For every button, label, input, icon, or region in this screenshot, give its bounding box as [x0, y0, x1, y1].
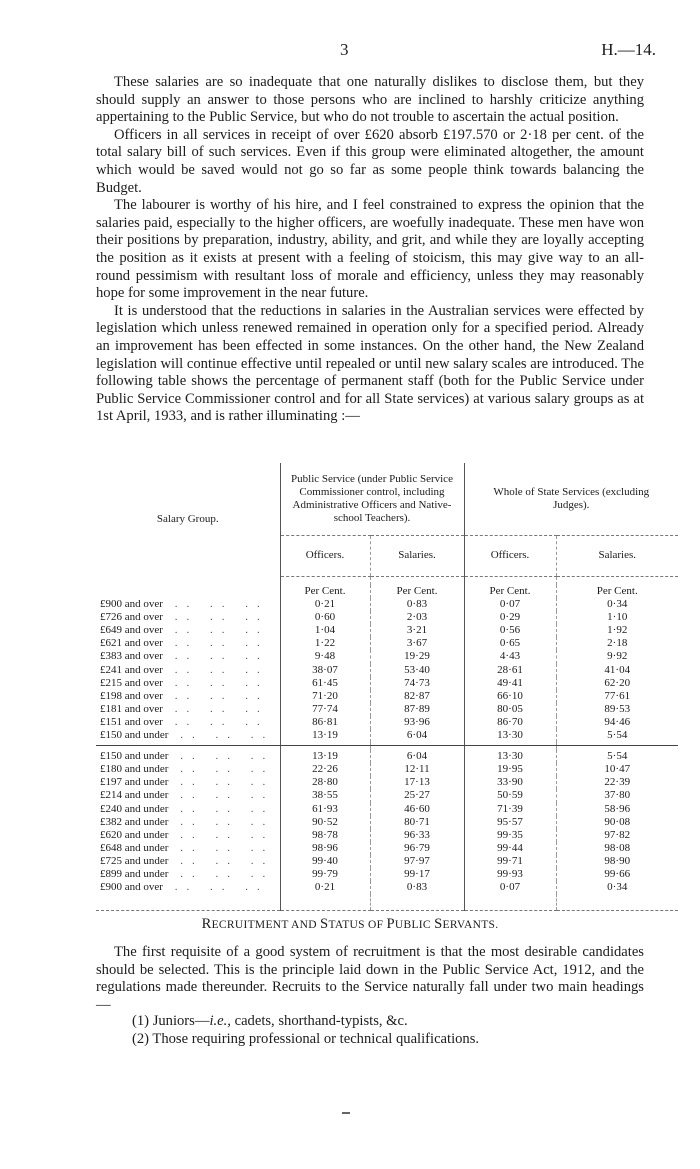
ps-officers-cell: 38·07 — [280, 664, 370, 677]
paragraph: The labourer is worthy of his hire, and I feel constrained to express the opinion that the salaries paid, especially to the higher officers, are woefully inadequate. These men have won their positions by preparation, industry, ability, and grit, and while they are loyally accepting the position as it exists at present with a feeling of stoicism, this may give way to an all-round pessimism with resultant loss of morale and efficiency, unless they may reasonably hope for some improvement in the near future. — [96, 197, 644, 302]
state-salaries-cell: 98·08 — [556, 842, 678, 855]
ps-salaries-cell: 17·13 — [370, 776, 464, 789]
table-row — [96, 776, 678, 789]
recruitment-text — [96, 944, 644, 1014]
ps-officers-cell: 90·52 — [280, 816, 370, 829]
subheader-salaries: Salaries. — [556, 536, 678, 577]
state-salaries-cell: 0·34 — [556, 598, 678, 611]
salary-group-cell: £181 and over .. .. .. — [100, 702, 269, 715]
state-officers-cell: 66·10 — [464, 690, 556, 703]
ps-salaries-cell: 74·73 — [370, 677, 464, 690]
page-number: 3 — [340, 40, 349, 59]
salary-group-cell: £198 and over .. .. .. — [100, 689, 269, 702]
paragraph: Officers in all services in receipt of over £620 absorb £197.570 or 2·18 per cent. of the total salary bill of such services. Even if this group were eliminated altogether, the amount which would be saved would not go so far as some people think towards balancing the Budget. — [96, 126, 644, 196]
salary-group-cell: £180 and under .. .. .. — [100, 763, 275, 776]
state-salaries-cell: 98·90 — [556, 855, 678, 868]
salary-group-cell: £215 and over .. .. .. — [100, 676, 269, 689]
state-officers-cell: 0·65 — [464, 637, 556, 650]
ps-officers-cell: 0·21 — [280, 881, 370, 894]
header-public-service: Public Service (under Public Service Commissioner control, including Administrative Officers and Native-school Teachers). — [280, 463, 464, 536]
salary-group-cell: £725 and under .. .. .. — [100, 854, 275, 867]
ps-officers-cell: 22·26 — [280, 763, 370, 776]
ps-salaries-cell: 53·40 — [370, 664, 464, 677]
ps-salaries-cell: 46·60 — [370, 803, 464, 816]
state-officers-cell: 0·07 — [464, 598, 556, 611]
ps-officers-cell: 38·55 — [280, 789, 370, 802]
state-officers-cell: 33·90 — [464, 776, 556, 789]
section-title: RECRUITMENT AND STATUS OF PUBLIC SERVANTS. — [201, 916, 499, 932]
state-officers-cell: 99·35 — [464, 829, 556, 842]
ps-salaries-cell: 82·87 — [370, 690, 464, 703]
table-row — [96, 829, 678, 842]
table-row — [96, 842, 678, 855]
salary-group-cell: £214 and under .. .. .. — [100, 789, 275, 802]
state-salaries-cell: 62·20 — [556, 677, 678, 690]
ps-salaries-cell: 12·11 — [370, 763, 464, 776]
ps-officers-cell: 98·96 — [280, 842, 370, 855]
state-salaries-cell: 89·53 — [556, 703, 678, 716]
header-state-services: Whole of State Services (excluding Judges). — [464, 463, 678, 536]
state-officers-cell: 49·41 — [464, 677, 556, 690]
body-text — [96, 74, 644, 426]
table-row — [96, 803, 678, 816]
state-officers-cell: 80·05 — [464, 703, 556, 716]
paragraph: It is understood that the reductions in salaries in the Australian services were effected by legislation which unless renewed remained in operation only for a specified period. Already an improvement has been effected in some instances. On the other hand, the New Zealand legislation will continue effective until repealed or until new salary scales are introduced. The following table shows the percentage of permanent staff (both for the Public Service under Public Service Commissioner control and for all State services) at various salary groups as at 1st April, 1933, and is rather illuminating :— — [96, 302, 644, 425]
salary-group-cell: £151 and over .. .. .. — [100, 715, 269, 728]
ps-officers-cell: 77·74 — [280, 703, 370, 716]
salary-group-cell: £726 and over .. .. .. — [100, 611, 269, 624]
salary-group-cell: £382 and under .. .. .. — [100, 815, 275, 828]
ps-salaries-cell: 0·83 — [370, 881, 464, 894]
header-salary-group: Salary Group. — [156, 513, 219, 526]
document-reference: H.—14. — [601, 40, 656, 59]
ps-salaries-cell: 99·17 — [370, 868, 464, 881]
table-row — [96, 816, 678, 829]
ps-officers-cell: 1·04 — [280, 624, 370, 637]
ps-officers-cell: 9·48 — [280, 650, 370, 663]
state-salaries-cell: 1·10 — [556, 611, 678, 624]
unit-label: Per Cent. — [370, 585, 464, 598]
state-salaries-cell: 5·54 — [556, 750, 678, 763]
salary-group-cell: £621 and over .. .. .. — [100, 637, 269, 650]
unit-label: Per Cent. — [464, 585, 556, 598]
ps-officers-cell: 13·19 — [280, 750, 370, 763]
ps-salaries-cell: 2·03 — [370, 611, 464, 624]
state-officers-cell: 86·70 — [464, 716, 556, 729]
ps-officers-cell: 0·21 — [280, 598, 370, 611]
state-salaries-cell: 97·82 — [556, 829, 678, 842]
table-row — [96, 677, 678, 690]
unit-label: Per Cent. — [280, 585, 370, 598]
salary-table — [96, 463, 678, 911]
ps-officers-cell: 86·81 — [280, 716, 370, 729]
paragraph: These salaries are so inadequate that one naturally dislikes to disclose them, but they should supply an answer to those persons who are inclined to harshly criticize anything appertaining to the Public Service, but who do not trouble to ascertain the actual position. — [96, 74, 644, 126]
ps-officers-cell: 61·93 — [280, 803, 370, 816]
ps-officers-cell: 98·78 — [280, 829, 370, 842]
page-header — [0, 40, 700, 60]
state-officers-cell: 28·61 — [464, 664, 556, 677]
ps-salaries-cell: 93·96 — [370, 716, 464, 729]
ps-salaries-cell: 0·83 — [370, 598, 464, 611]
state-salaries-cell: 22·39 — [556, 776, 678, 789]
ps-officers-cell: 61·45 — [280, 677, 370, 690]
table-row — [96, 637, 678, 650]
table-row — [96, 650, 678, 663]
salary-group-cell: £899 and under .. .. .. — [100, 867, 275, 880]
table-row — [96, 624, 678, 637]
subheader-officers: Officers. — [280, 536, 370, 577]
state-salaries-cell: 1·92 — [556, 624, 678, 637]
ps-salaries-cell: 96·33 — [370, 829, 464, 842]
recruit-list — [132, 1013, 479, 1048]
state-salaries-cell: 99·66 — [556, 868, 678, 881]
subheader-salaries: Salaries. — [370, 536, 464, 577]
page-mark — [342, 1112, 350, 1114]
table-row — [96, 750, 678, 763]
table-row — [96, 868, 678, 881]
table-row — [96, 729, 678, 742]
salary-group-cell: £383 and over .. .. .. — [100, 650, 269, 663]
state-officers-cell: 19·95 — [464, 763, 556, 776]
state-salaries-cell: 37·80 — [556, 789, 678, 802]
salary-group-cell: £900 and over .. .. .. — [100, 598, 269, 611]
state-officers-cell: 99·71 — [464, 855, 556, 868]
table-row — [96, 789, 678, 802]
ps-salaries-cell: 6·04 — [370, 750, 464, 763]
table-row — [96, 763, 678, 776]
state-officers-cell: 4·43 — [464, 650, 556, 663]
table-row — [96, 703, 678, 716]
ps-officers-cell: 28·80 — [280, 776, 370, 789]
state-officers-cell: 95·57 — [464, 816, 556, 829]
ps-salaries-cell: 80·71 — [370, 816, 464, 829]
state-officers-cell: 0·07 — [464, 881, 556, 894]
state-salaries-cell: 5·54 — [556, 729, 678, 742]
state-salaries-cell: 90·08 — [556, 816, 678, 829]
table-row — [96, 855, 678, 868]
ps-salaries-cell: 87·89 — [370, 703, 464, 716]
ps-officers-cell: 99·40 — [280, 855, 370, 868]
state-officers-cell: 0·56 — [464, 624, 556, 637]
state-officers-cell: 99·93 — [464, 868, 556, 881]
paragraph: The first requisite of a good system of recruitment is that the most desirable candidates should be selected. This is the principle laid down in the Public Service Act, 1912, and the regulations made thereunder. Recruits to the Service naturally fall under two main headings— — [96, 944, 644, 1013]
state-officers-cell: 99·44 — [464, 842, 556, 855]
salary-group-cell: £648 and under .. .. .. — [100, 841, 275, 854]
state-officers-cell: 13·30 — [464, 729, 556, 742]
ps-officers-cell: 13·19 — [280, 729, 370, 742]
state-salaries-cell: 58·96 — [556, 803, 678, 816]
ps-salaries-cell: 96·79 — [370, 842, 464, 855]
ps-salaries-cell: 6·04 — [370, 729, 464, 742]
salary-group-cell: £150 and under .. .. .. — [100, 750, 275, 763]
salary-group-cell: £150 and under .. .. .. — [100, 729, 275, 742]
ps-officers-cell: 0·60 — [280, 611, 370, 624]
table-body — [96, 577, 678, 911]
list-item: (2) Those requiring professional or technical qualifications. — [132, 1030, 480, 1047]
state-salaries-cell: 9·92 — [556, 650, 678, 663]
salary-group-cell: £197 and under .. .. .. — [100, 776, 275, 789]
table-row — [96, 611, 678, 624]
ps-officers-cell: 99·79 — [280, 868, 370, 881]
salary-group-cell: £900 and over .. .. .. — [100, 881, 269, 894]
ps-salaries-cell: 3·67 — [370, 637, 464, 650]
ps-salaries-cell: 97·97 — [370, 855, 464, 868]
salary-group-cell: £241 and over .. .. .. — [100, 663, 269, 676]
ps-officers-cell: 1·22 — [280, 637, 370, 650]
unit-label: Per Cent. — [556, 585, 678, 598]
salary-group-cell: £240 and under .. .. .. — [100, 802, 275, 815]
ps-salaries-cell: 25·27 — [370, 789, 464, 802]
ps-salaries-cell: 19·29 — [370, 650, 464, 663]
state-officers-cell: 50·59 — [464, 789, 556, 802]
state-salaries-cell: 0·34 — [556, 881, 678, 894]
table-row — [96, 716, 678, 729]
state-officers-cell: 71·39 — [464, 803, 556, 816]
table-row — [96, 598, 678, 611]
table-row — [96, 664, 678, 677]
state-officers-cell: 0·29 — [464, 611, 556, 624]
salary-group-cell: £620 and under .. .. .. — [100, 828, 275, 841]
state-officers-cell: 13·30 — [464, 750, 556, 763]
state-salaries-cell: 10·47 — [556, 763, 678, 776]
ps-salaries-cell: 3·21 — [370, 624, 464, 637]
list-item: (1) Juniors—i.e., cadets, shorthand-typists, &c. — [132, 1013, 408, 1029]
state-salaries-cell: 94·46 — [556, 716, 678, 729]
ps-officers-cell: 71·20 — [280, 690, 370, 703]
salary-group-cell: £649 and over .. .. .. — [100, 624, 269, 637]
state-salaries-cell: 2·18 — [556, 637, 678, 650]
state-salaries-cell: 41·04 — [556, 664, 678, 677]
table-row — [96, 690, 678, 703]
state-salaries-cell: 77·61 — [556, 690, 678, 703]
table-row — [96, 881, 678, 894]
subheader-officers: Officers. — [464, 536, 556, 577]
